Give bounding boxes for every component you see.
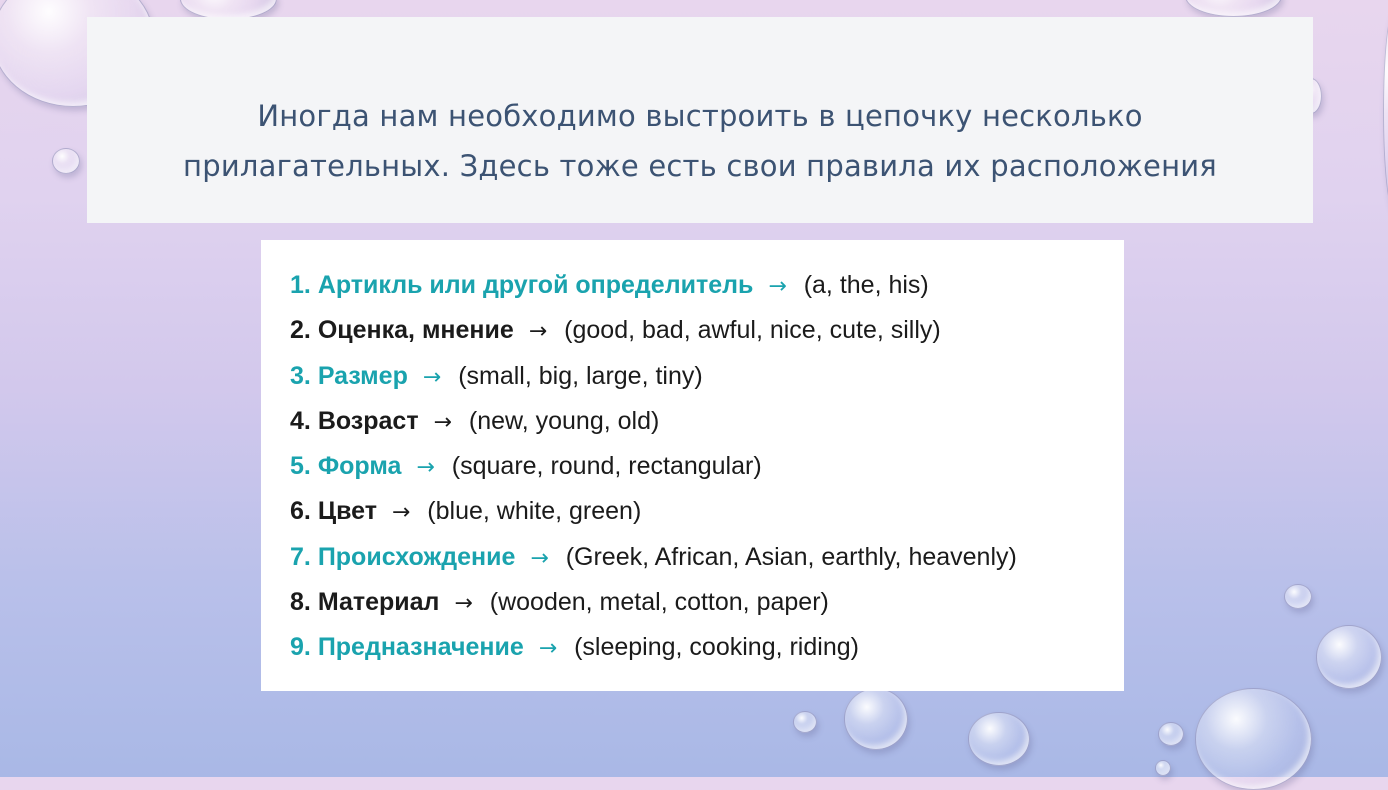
list-item — [290, 536, 1017, 581]
item-category: Предназначение — [317, 633, 524, 662]
list-item — [290, 490, 1017, 535]
list-item — [290, 626, 1017, 671]
item-examples: (Greek, African, Asian, earthly, heavenly) — [565, 542, 1017, 571]
item-category: Размер — [317, 361, 408, 390]
item-category: Форма — [317, 452, 402, 481]
adjective-order-list — [290, 264, 1017, 672]
water-drop-decoration — [1383, 10, 1388, 212]
water-drop-decoration — [1155, 760, 1171, 776]
arrow-right-icon: → — [538, 636, 558, 662]
list-item — [290, 355, 1017, 400]
water-drop-decoration — [793, 711, 817, 733]
item-number: 9. — [290, 633, 311, 662]
slide-title-line-1: Иногда нам необходимо выстроить в цепочку несколько — [257, 99, 1143, 133]
list-item — [290, 400, 1017, 445]
item-number: 4. — [290, 406, 311, 435]
arrow-right-icon: → — [528, 319, 548, 345]
list-item — [290, 445, 1017, 490]
water-drop-decoration — [844, 688, 908, 750]
item-category: Возраст — [317, 406, 419, 435]
item-examples: (a, the, his) — [803, 271, 929, 299]
item-number: 5. — [290, 452, 311, 481]
item-number: 3. — [290, 361, 311, 390]
item-examples: (good, bad, awful, nice, cute, silly) — [564, 316, 941, 345]
adjective-order-panel — [261, 240, 1124, 691]
arrow-right-icon: → — [416, 455, 435, 481]
item-examples: (square, round, rectangular) — [451, 452, 762, 481]
arrow-right-icon: → — [433, 409, 452, 435]
item-category: Артикль или другой определитель — [317, 271, 754, 299]
item-category: Цвет — [317, 497, 377, 526]
arrow-right-icon: → — [454, 591, 473, 617]
list-item — [290, 581, 1017, 626]
item-examples: (new, young, old) — [468, 406, 660, 435]
item-category: Происхождение — [317, 542, 516, 571]
item-number: 1. — [290, 271, 311, 299]
water-drop-decoration — [1158, 722, 1184, 746]
arrow-right-icon: → — [530, 545, 549, 571]
item-examples: (sleeping, cooking, riding) — [574, 633, 859, 662]
water-drop-decoration — [1185, 0, 1282, 17]
water-drop-decoration — [1316, 625, 1382, 689]
item-examples: (small, big, large, tiny) — [458, 361, 703, 390]
arrow-right-icon: → — [768, 274, 787, 299]
water-drop-decoration — [52, 148, 80, 174]
water-drop-decoration — [1284, 584, 1312, 609]
item-category: Материал — [317, 588, 440, 617]
item-examples: (wooden, metal, cotton, paper) — [489, 588, 829, 617]
item-number: 6. — [290, 497, 311, 526]
item-number: 2. — [290, 316, 311, 345]
item-category: Оценка, мнение — [317, 316, 514, 345]
item-number: 8. — [290, 588, 311, 617]
item-examples: (blue, white, green) — [427, 497, 642, 526]
slide-title-line-2: прилагательных. Здесь тоже есть свои правила их расположения — [183, 149, 1217, 183]
water-drop-decoration — [1195, 688, 1312, 790]
list-item — [290, 309, 1017, 354]
water-drop-decoration — [968, 712, 1030, 766]
slide-title — [87, 91, 1313, 191]
list-item — [290, 264, 1017, 309]
arrow-right-icon: → — [391, 500, 411, 526]
arrow-right-icon: → — [422, 364, 442, 390]
item-number: 7. — [290, 542, 311, 571]
title-panel — [87, 17, 1313, 223]
